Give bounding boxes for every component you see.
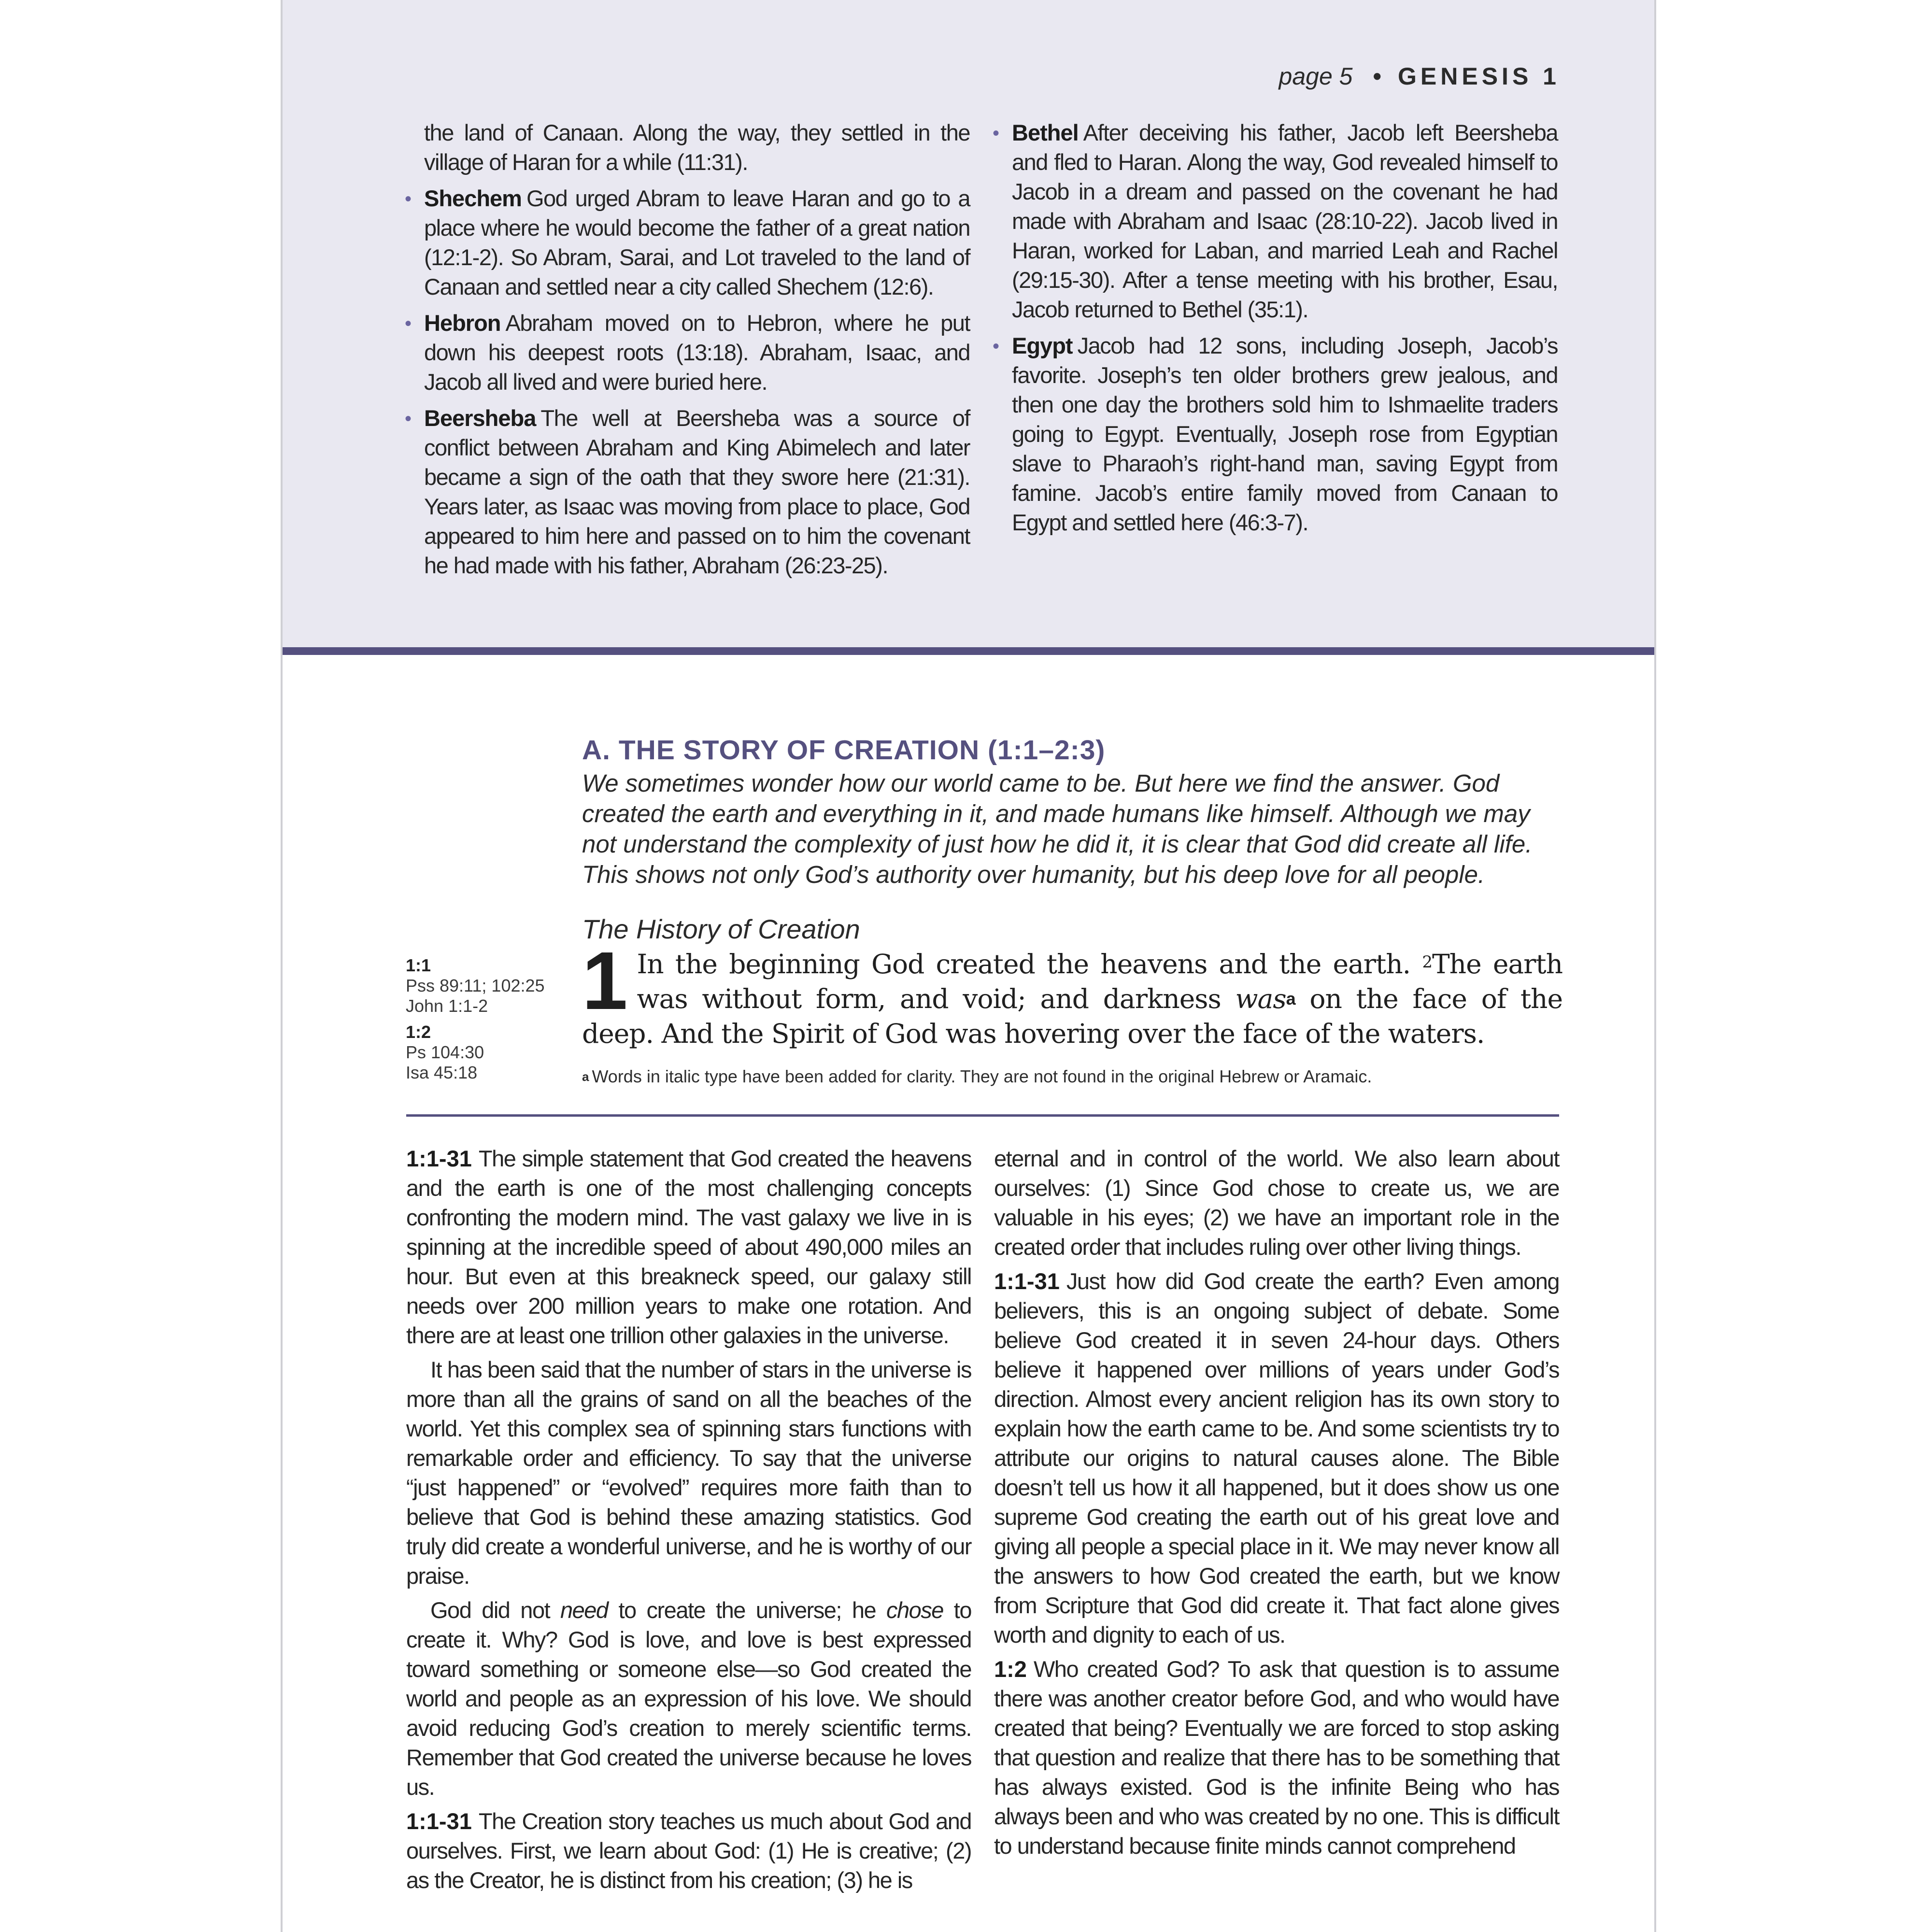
place-item-egypt [1012,331,1558,537]
study-note [994,1266,1559,1649]
place-description: After deceiving his father, Jacob left Beersheba and fled to Haran. Along the way, God revealed himself to Jacob in a dream and passed on the covenant he had made with Abraham and Isaac (28:10-22). Jacob lived in Haran, worked for Laban, and married Leah and Rachel (29:15-30). After a tense meeting with his brother, Esau, Jacob returned to Bethel (35:1). [1012,120,1558,322]
note-reference: 1:1-31 [406,1146,472,1171]
study-note [994,1654,1559,1861]
study-note [406,1144,971,1350]
emphasis: chose [886,1597,943,1623]
note-text: The Creation story teaches us much about God and ourselves. First, we learn about God: (1) He is creative; (2) as the Creator, he is distinct from his creation; (3) he is [406,1808,971,1893]
cross-reference: Ps 104:30 [406,1042,484,1062]
note-text: Just how did God create the earth? Even among believers, this is an ongoing subject of debate. Some believe God created it in seven 24-hour days. Others believe it happened over millions of years under God’s direction. Almost every ancient religion has its own story to explain how the earth came to be. And some scientists try to attribute our origins to natural causes alone. The Bible doesn’t tell us how it all happened, but it does show us one supreme God creating the earth out of his great love and giving all people a special place in it. We may never know all the answers to how God created the earth, but we know from Scripture that God did create it. That fact alone gives worth and dignity to each of us. [994,1268,1559,1648]
page-number: page 5 [1279,63,1353,90]
scripture-text [582,935,1563,1051]
footnote-text: Words in italic type have been added for clarity. They are not found in the original Hebrew or Aramaic. [592,1066,1372,1086]
place-description: Jacob had 12 sons, including Joseph, Jacob’s favorite. Joseph’s ten older brothers grew jealous, and then one day the brothers sold him to Ishmaelite traders going to Egypt. Eventually, Joseph rose from Egyptian slave to Pharaoh’s right-hand man, saving Egypt from famine. Jacob’s entire family moved from Canaan to Egypt and settled here (46:3-7). [1012,333,1558,535]
place-item-shechem [424,184,970,301]
verse-2-part-1: The earth was without form, and void; and darkness [637,949,1563,1014]
place-term: Shechem [424,185,522,211]
place-description: The well at Beersheba was a source of conflict between Abraham and King Abimelech and later became a sign of the oath that they swore here (21:31). Years later, as Isaac was moving from place to place, God appeared to him here and passed on to him the covenant he had made with his father, Abraham (26:23-25). [424,405,970,578]
chapter-number: 1 [582,935,627,1027]
places-column-left [424,118,970,587]
place-term: Bethel [1012,120,1079,145]
book-page [281,0,1656,1932]
cross-reference-label: 1:2 [406,1022,431,1042]
note-text: God did not [430,1597,550,1623]
section-title: A. THE STORY OF CREATION (1:1–2:3) [582,735,1106,766]
verse-1: In the beginning God created the heavens and the earth. [637,949,1411,980]
subheading: The History of Creation [582,914,860,944]
note-reference: 1:1-31 [994,1268,1060,1294]
cross-reference-group [406,1022,560,1083]
place-term: Beersheba [424,405,536,431]
footnote-marker: a [1286,989,1295,1009]
note-reference: 1:1-31 [406,1808,472,1834]
places-panel [283,0,1654,647]
study-notes-right [994,1144,1559,1865]
book-chapter-title: GENESIS 1 [1398,63,1560,90]
running-head [1279,62,1560,91]
section-intro: We sometimes wonder how our world came to be. But here we find the answer. God created the earth and everything in it, and made humans like himself. Although we may not understand the complexity of just how he did it, it is clear that God did create all life. This shows not only God’s authority over humanity, but his deep love for all people. [582,769,1533,888]
places-column-right [1012,118,1558,544]
note-paragraph: It has been said that the number of stars in the universe is more than all the grains of sand on all the beaches of the world. Yet this complex sea of spinning stars functions with remarkable order and efficiency. To say that the universe “just happened” or “evolved” requires more faith than to believe that God is behind these amazing statistics. God truly did create a wonderful universe, and he is worthy of our praise. [406,1357,971,1589]
note-text: The simple statement that God created the heavens and the earth is one of the most challenging concepts confronting the modern mind. The vast galaxy we live in is spinning at the incredible speed of about 490,000 miles an hour. But even at this breakneck speed, our galaxy still needs over 200 million years to make one rotation. And there are at least one trillion other galaxies in the universe. [406,1146,971,1348]
cross-references [406,955,560,1089]
study-note [406,1806,971,1895]
section-divider [283,647,1654,655]
note-text: to create the universe; he [618,1597,876,1623]
running-head-separator: • [1373,63,1381,90]
verse-number: 2 [1422,952,1432,972]
note-text: to create it. Why? God is love, and love is best expressed toward something or someone else—so God created the world and people as an expression of his love. We should avoid reducing God’s creation to merely scientific terms. Remember that God created the universe because he loves us. [406,1597,971,1800]
verse-2-italic-word: was [1235,983,1286,1014]
place-description: God urged Abram to leave Haran and go to a place where he would become the father of a great nation (12:1-2). So Abram, Sarai, and Lot traveled to the land of Canaan and settled near a city called Shechem (12:6). [424,185,970,299]
cross-reference: Pss 89:11; 102:25 [406,976,545,995]
cross-reference-group [406,955,560,1016]
note-continuation: eternal and in control of the world. We also learn about ourselves: (1) Since God chose to create us, we are valuable in his eyes; (2) we have an important role in the created order that includes ruling over other living things. [994,1146,1559,1260]
notes-divider [406,1114,1559,1117]
place-term: Hebron [424,310,501,336]
cross-reference-label: 1:1 [406,955,431,975]
cross-reference: John 1:1-2 [406,996,488,1016]
study-notes-left [406,1144,971,1900]
continuation-text: the land of Canaan. Along the way, they settled in the village of Haran for a while (11:31). [424,120,970,175]
place-description: Abraham moved on to Hebron, where he put down his deepest roots (13:18). Abraham, Isaac, and Jacob all lived and were buried here. [424,310,970,395]
place-item-bethel [1012,118,1558,324]
place-item-hebron [424,308,970,397]
emphasis: need [560,1597,608,1623]
cross-reference: Isa 45:18 [406,1063,478,1082]
note-text: Who created God? To ask that question is to assume there was another creator before God, and who would have created that being? Eventually we are forced to stop asking that question and realize that there has to be something that has always existed. God is the infinite Being who has always been and who was created by no one. This is difficult to understand because finite minds cannot comprehend [994,1656,1559,1859]
note-reference: 1:2 [994,1656,1027,1682]
place-term: Egypt [1012,333,1073,358]
place-item-beersheba [424,403,970,580]
note-paragraph [406,1595,971,1802]
verse-2-part-2: on the face of the deep. And the Spirit of God was hovering over the face of the waters. [582,983,1563,1049]
footnote [582,1065,1572,1088]
footnote-mark: a [582,1069,589,1084]
